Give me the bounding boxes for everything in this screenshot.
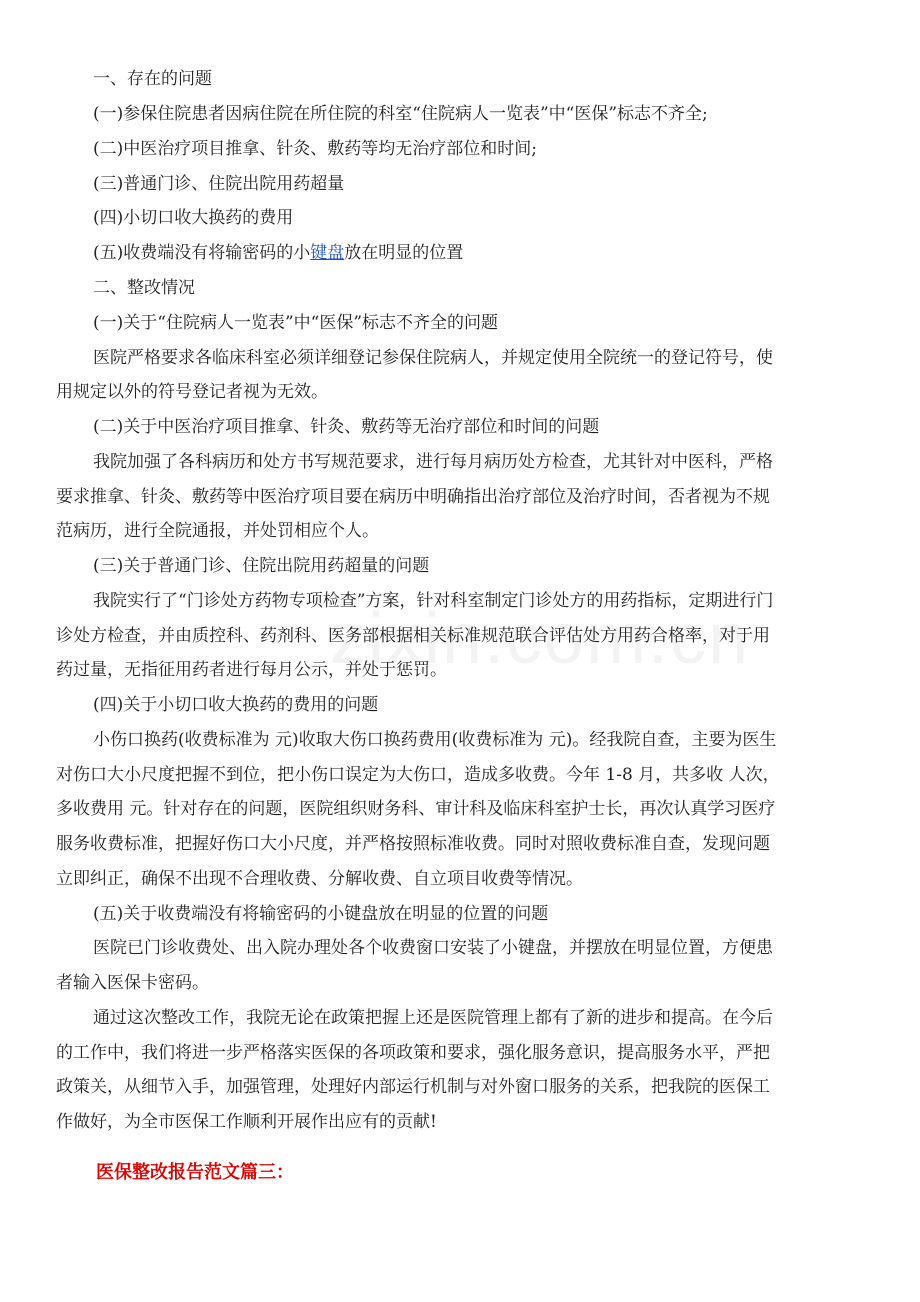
fix-3-line: 药过量，无指征用药者进行每月公示，并处于惩罚。: [56, 660, 447, 680]
keyboard-link[interactable]: 键盘: [310, 243, 345, 263]
fix-1-line: 用规定以外的符号登记者视为无效。: [56, 382, 328, 402]
issue-4: (四)小切口收大换药的费用: [93, 208, 294, 228]
fix-5-line: 者输入医保卡密码。: [56, 973, 209, 993]
fix-3-line: 我院实行了“门诊处方药物专项检查”方案，针对科室制定门诊处方的用药指标，定期进行门: [93, 591, 774, 611]
issue-5-text: (五)收费端没有将输密码的小: [93, 243, 311, 263]
fix-2-heading: (二)关于中医治疗项目推拿、针灸、敷药等无治疗部位和时间的问题: [93, 417, 600, 437]
fix-3-line: 诊处方检查，并由质控科、药剂科、医务部根据相关标准规范联合评估处方用药合格率，对于用: [56, 626, 770, 646]
fix-4-line: 服务收费标准，把握好伤口大小尺度，并严格按照标准收费。同时对照收费标准自查，发现问题: [56, 834, 770, 854]
fix-4-line: 立即纠正，确保不出现不合理收费、分解收费、自立项目收费等情况。: [56, 869, 583, 889]
conclusion-line: 通过这次整改工作，我院无论在政策把握上还是医院管理上都有了新的进步和提高。在今后: [93, 1008, 773, 1028]
fix-2-line: 范病历，进行全院通报，并处罚相应个人。: [56, 521, 379, 541]
fix-4-heading: (四)关于小切口收大换药的费用的问题: [93, 695, 379, 715]
issue-1: (一)参保住院患者因病住院在所住院的科室“住院病人一览表”中“医保”标志不齐全;: [93, 104, 708, 124]
issue-2: (二)中医治疗项目推拿、针灸、敷药等均无治疗部位和时间;: [93, 139, 537, 159]
fix-1-line: 医院严格要求各临床科室必须详细登记参保住院病人，并规定使用全院统一的登记符号，使: [93, 348, 773, 368]
fix-4-line: 对伤口大小尺度把握不到位，把小伤口误定为大伤口，造成多收费。今年 1-8 月，共多收 人次，: [56, 765, 780, 785]
fix-2-line: 要求推拿、针灸、敷药等中医治疗项目要在病历中明确指出治疗部位及治疗时间，否者视为不规: [56, 487, 770, 507]
fix-2-line: 我院加强了各科病历和处方书写规范要求，进行每月病历处方检查，尤其针对中医科，严格: [93, 452, 773, 472]
section-2-title: 二、整改情况: [93, 278, 195, 298]
conclusion-line: 政策关，从细节入手，加强管理，处理好内部运行机制与对外窗口服务的关系，把我院的医保工: [56, 1077, 770, 1097]
fix-5-heading: (五)关于收费端没有将输密码的小键盘放在明显的位置的问题: [93, 904, 549, 924]
fix-3-heading: (三)关于普通门诊、住院出院用药超量的问题: [93, 556, 430, 576]
section-3-heading: 医保整改报告范文篇三：: [96, 1162, 294, 1183]
fix-5-line: 医院已门诊收费处、出入院办理处各个收费窗口安装了小键盘，并摆放在明显位置，方便患: [93, 938, 773, 958]
section-1-title: 一、存在的问题: [93, 69, 212, 89]
issue-5: [93, 241, 463, 265]
fix-4-line: 小伤口换药(收费标准为 元)收取大伤口换药费用(收费标准为 元)。经我院自查，主要为医生: [93, 730, 777, 750]
conclusion-line: 作做好，为全市医保工作顺利开展作出应有的贡献!: [56, 1112, 437, 1132]
conclusion-line: 的工作中，我们将进一步严格落实医保的各项政策和要求，强化服务意识，提高服务水平，严把: [56, 1043, 770, 1063]
fix-1-heading: (一)关于“住院病人一览表”中“医保”标志不齐全的问题: [93, 313, 499, 333]
issue-5-text-end: 放在明显的位置: [344, 243, 464, 263]
fix-4-line: 多收费用 元。针对存在的问题，医院组织财务科、审计科及临床科室护士长，再次认真学习医疗: [56, 799, 776, 819]
issue-3: (三)普通门诊、住院出院用药超量: [93, 174, 345, 194]
